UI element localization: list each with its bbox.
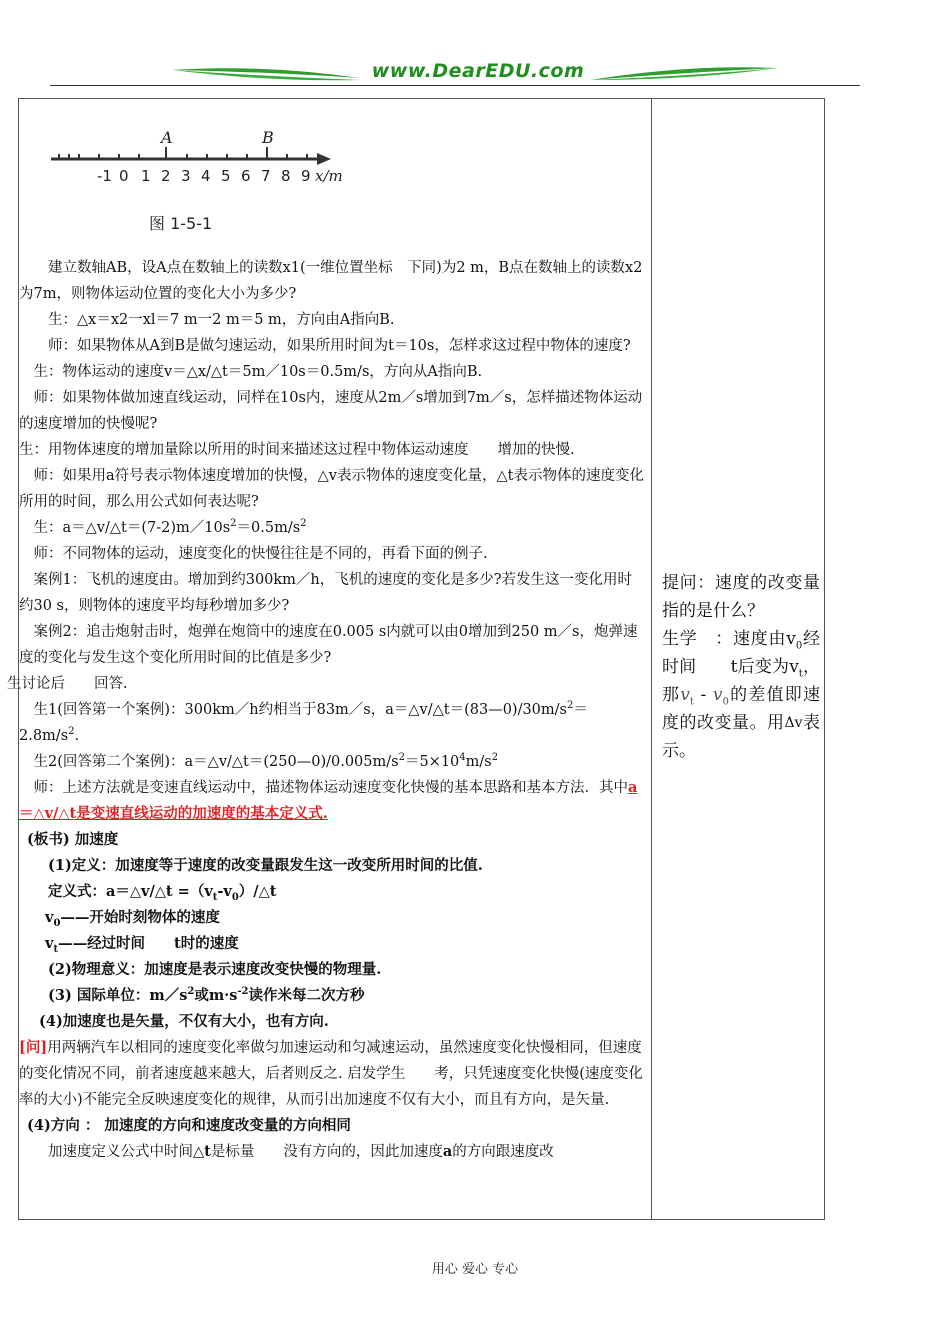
variable-line: $v_0——$开始时刻物体的速度: [45, 909, 220, 929]
formula-line: 定义式：a＝△v/△t $=(v_t-v_0)/\triangle t$: [48, 883, 277, 903]
paragraph: 生讨论后 回答.: [7, 676, 128, 692]
board-heading: (板书) 加速度: [27, 831, 119, 848]
teaching-notes: [662, 569, 820, 765]
axis-tick-label: -1: [97, 167, 112, 185]
page-footer: 用心 爱心 专心: [431, 1262, 519, 1277]
paragraph: 师：如果用a符号表示物体速度增加的快慢，△v表示物体的速度变化量，△t表示物体的速度变化所用的时间，那么用公式如何表达呢?: [19, 468, 644, 510]
page-header: [170, 58, 780, 98]
axis-tick-label: 1: [141, 167, 151, 185]
question-paragraph: [问]用两辆汽车以相同的速度变化率做匀加速运动和匀减速运动，虽然速度变化快慢相同，但速度的变化情况不同，前者速度越来越大，后者则反之. 启发学生 考，只凭速度变化快慢(速度变化率的大小)不能完全反映速度变化的规律，从而引出加速度不仅有大小，而且有方向，是矢量.: [19, 1039, 643, 1108]
axis-tick-label: 4: [201, 167, 211, 185]
variable-line: $v_t——$经过时间 t时的速度: [45, 935, 239, 955]
meaning-line: (2)物理意义：加速度是表示速度改变快慢的物理量.: [48, 961, 382, 978]
paragraph: 师：不同物体的运动，速度变化的快慢往往是不同的，再看下面的例子.: [33, 546, 488, 562]
paragraph: 师：上述方法就是变速直线运动中，描述物体运动速度变化快慢的基本思路和基本方法．其中a＝△v/△t是变速直线运动的加速度的基本定义式.: [19, 779, 638, 822]
lesson-text: [7, 255, 645, 1165]
axis-tick-label: 6: [241, 167, 251, 185]
lesson-table: [7, 98, 825, 1220]
lesson-notes-cell: [652, 99, 825, 1220]
vector-line: (4)加速度也是矢量，不仅有大小，也有方向.: [39, 1013, 329, 1030]
site-logo-text[interactable]: www.DearEDU.com: [371, 60, 585, 82]
paragraph: 建立数轴AB，设A点在数轴上的读数x1(一维位置坐标 下同)为2 m，B点在数轴上的读数x2为7m，则物体运动位置的变化大小为多少?: [19, 260, 643, 302]
axis-tick-label: 0: [119, 167, 129, 185]
axis-tick-label: 5: [221, 167, 231, 185]
direction-line: (4)方向 ： 加速度的方向和速度改变量的方向相同: [27, 1117, 351, 1134]
key-definition-highlight: a＝△v/△t是变速直线运动的加速度的基本定义式.: [19, 779, 638, 822]
question-tag: [问]: [19, 1039, 48, 1056]
axis-tick-label: 7: [261, 167, 271, 185]
axis-tick-label: 3: [181, 167, 191, 185]
paragraph: 案例2：追击炮射击时，炮弹在炮筒中的速度在0.005 s内就可以由0增加到250 m／s，炮弹速度的变化与发生这个变化所用时间的比值是多少?: [19, 624, 638, 666]
paragraph: 生：用物体速度的增加量除以所用的时间来描述这过程中物体运动速度 增加的快慢.: [19, 442, 575, 458]
paragraph: 生：物体运动的速度v＝△x/△t＝5m／10s＝0.5m/s，方向从A指向B.: [33, 364, 483, 380]
axis-tick-label: 9: [301, 167, 311, 185]
axis-tick-label: 2: [161, 167, 171, 185]
point-a-label: A: [161, 129, 173, 147]
unit-line: (3) 国际单位：$m/s^2$或$m\cdot s^{-2}$读作米每二次方秒: [48, 986, 365, 1004]
point-b-label: B: [262, 129, 274, 147]
paragraph: 生2(回答第二个案例)：$a=\triangle v/\triangle t=(250—0)/0.005m/s^2=5\times 10^4m/s^2$: [33, 752, 499, 770]
note-answer: 生学 ：速度由$v_0$经时间 t后变为$v_t$，那$v_t - v_0$的差值即速度的改变量。用$^{\Delta v}$表示。: [662, 629, 821, 761]
paragraph: 案例1：飞机的速度由。增加到约300km／h，飞机的速度的变化是多少?若发生这一变化用时约30 s，则物体的速度平均每秒增加多少?: [19, 572, 633, 614]
note-question: 提问：速度的改变量指的是什么？: [662, 573, 820, 621]
paragraph: 师：如果物体从A到B是做匀速运动，如果所用时间为t＝10s，怎样求这过程中物体的速度?: [48, 338, 631, 354]
header-divider: [50, 85, 860, 86]
number-axis-figure: [49, 129, 349, 244]
paragraph: 生：$a=\triangle v/\triangle t=(7-2)m/10s^2=0.5m/s^2$: [33, 518, 307, 536]
paragraph: 生1(回答第一个案例)：300km／h约相当于83m／s，$a=\triangle v/\triangle t=(83—0)/30m/s^2=2.8m/s^2$.: [19, 700, 588, 744]
axis-tick-label: 8: [281, 167, 291, 185]
axis-unit-label: x/m: [315, 167, 343, 185]
lesson-main-cell: [7, 99, 652, 1220]
paragraph: 师：如果物体做加速直线运动，同样在10s内，速度从2m／s增加到7m／s，怎样描述物体运动的速度增加的快慢呢?: [19, 390, 643, 432]
definition-line: (1)定义：加速度等于速度的改变量跟发生这一改变所用时间的比值.: [48, 857, 483, 874]
figure-caption: 图 1-5-1: [149, 214, 213, 233]
paragraph: 加速度定义公式中时间△t是标量 没有方向的，因此加速度a的方向跟速度改: [48, 1143, 554, 1160]
paragraph: 生：△x＝x2一xl＝7 m一2 m＝5 m，方向由A指向B.: [48, 312, 395, 328]
number-axis-diagram: [49, 129, 349, 244]
